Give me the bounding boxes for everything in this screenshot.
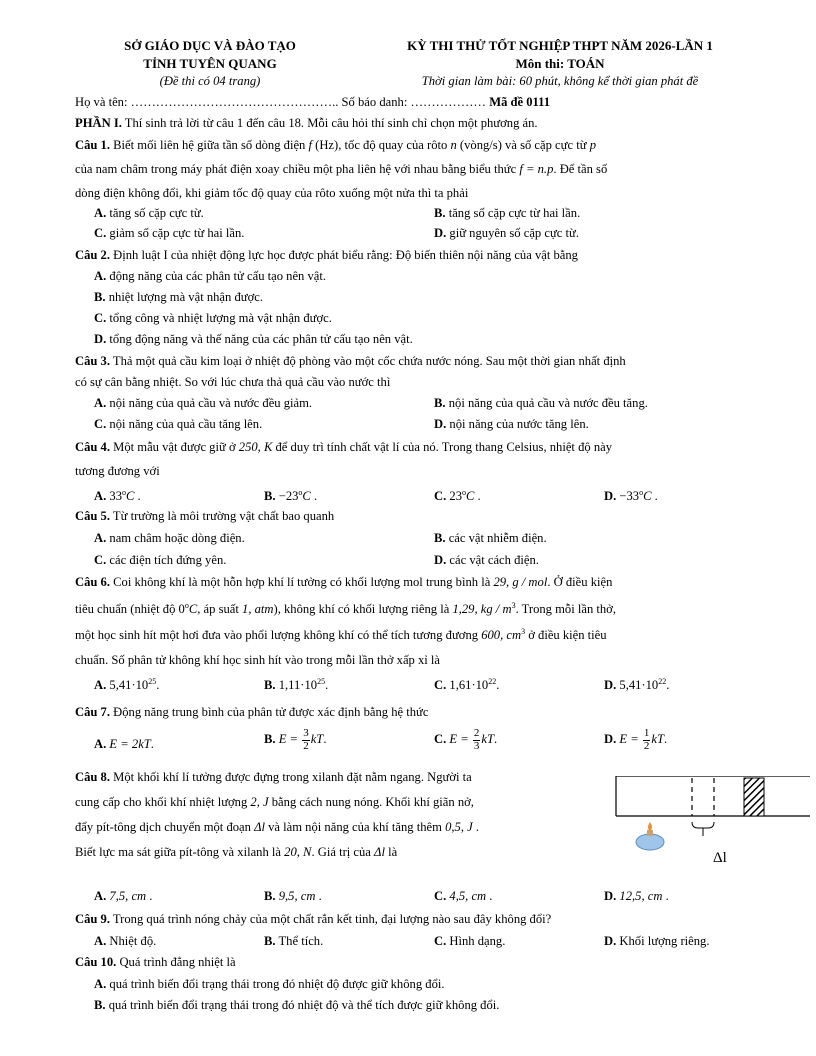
q4-line2: tương đương với bbox=[75, 464, 160, 478]
q3-option-d: D. nội năng của nước tăng lên. bbox=[434, 417, 589, 431]
q2-option-d: D. tổng động năng và thế năng của các phân tử cấu tạo nên vật. bbox=[94, 332, 413, 346]
q4-line1: Câu 4. Một mẫu vật được giữ ở 250, K để duy trì tính chất vật lí của nó. Trong thang Celsius, nhiệt độ này bbox=[75, 440, 613, 454]
q9-option-d: D. Khối lượng riêng. bbox=[604, 934, 710, 948]
q9-option-c: C. Hình dạng. bbox=[434, 934, 506, 948]
q1-line1: Câu 1. Biết mối liên hệ giữa tần số dòng điện f (Hz), tốc độ quay của rôto n (vòng/s) và số cặp cực từ p bbox=[75, 138, 596, 152]
subject-title: Môn thi: TOÁN bbox=[515, 56, 605, 71]
page-count-note: (Đề thi có 04 trang) bbox=[159, 74, 261, 88]
q10-option-b: B. quá trình biến đổi trạng thái trong đó nhiệt độ và thể tích được giữ không đổi. bbox=[94, 998, 500, 1012]
q6-option-a: A. $5,41\cdot 10^{25}$. bbox=[94, 677, 160, 693]
q8-line3: đẩy pít-tông dịch chuyển một đoạn Δl và làm nội năng của khí tăng thêm 0,5, J . bbox=[75, 820, 480, 834]
q4-option-a: A. 33$^o$C . bbox=[94, 488, 141, 504]
q2-option-c: C. tổng công và nhiệt lượng mà vật nhận được. bbox=[94, 311, 332, 325]
q1-option-b: B. tăng số cặp cực từ hai lần. bbox=[434, 206, 581, 220]
q5-option-b: B. các vật nhiễm điện. bbox=[434, 531, 547, 545]
q3-line2: có sự cân bằng nhiệt. So với lúc chưa thả quả cầu vào nước thì bbox=[75, 375, 391, 389]
cylinder-outline bbox=[616, 776, 810, 816]
q1-option-a: A. tăng số cặp cực từ. bbox=[94, 206, 204, 220]
q3-line1: Câu 3. Thả một quả cầu kim loại ở nhiệt độ phòng vào một cốc chứa nước nóng. Sau một thời gian nhất định bbox=[75, 354, 626, 368]
q3-option-b: B. nội năng của quả cầu và nước đều tăng. bbox=[434, 396, 648, 410]
q7-option-c: C. E = $\frac{2}{3}$ kT. bbox=[434, 727, 498, 752]
q7-option-a: A. E = 2kT. bbox=[94, 737, 154, 751]
q3-option-a: A. nội năng của quả cầu và nước đều giảm. bbox=[94, 396, 313, 410]
q10-option-a: A. quá trình biến đổi trạng thái trong đó nhiệt độ được giữ không đổi. bbox=[94, 977, 445, 991]
q8-option-c: C. 4,5, cm . bbox=[434, 889, 493, 903]
burner-icon bbox=[636, 822, 664, 850]
province-name: TỈNH TUYÊN QUANG bbox=[143, 56, 277, 71]
exam-code: Mã đề 0111 bbox=[489, 95, 551, 109]
q8-line4: Biết lực ma sát giữa pít-tông và xilanh là 20, N. Giá trị của Δl là bbox=[75, 845, 398, 859]
q8-option-d: D. 12,5, cm . bbox=[604, 889, 669, 903]
q2-option-b: B. nhiệt lượng mà vật nhận được. bbox=[94, 290, 263, 304]
part1-title: PHẦN I. bbox=[75, 116, 122, 130]
exam-title: KỲ THI THỬ TỐT NGHIỆP THPT NĂM 2026-LẦN 1 bbox=[407, 38, 713, 53]
q8-line1: Câu 8. Một khối khí lí tưởng được đựng trong xilanh đặt nằm ngang. Người ta bbox=[75, 770, 472, 784]
q9-stem: Câu 9. Trong quá trình nóng chảy của một chất rắn kết tinh, đại lượng nào sau đây không đổi? bbox=[75, 912, 552, 926]
q8-option-b: B. 9,5, cm . bbox=[264, 889, 322, 903]
q6-line2: tiêu chuẩn (nhiệt độ 0$^o$C, áp suất 1, atm), không khí có khối lượng riêng là 1,29, kg / $m^3$. Trong mỗi lần thở, bbox=[75, 601, 616, 617]
q4-option-c: C. 23$^o$C . bbox=[434, 488, 481, 504]
q1-line3: dòng điện không đổi, khi giảm tốc độ quay của rôto xuống một nửa thì ta phải bbox=[75, 186, 469, 200]
piston bbox=[744, 778, 764, 816]
q2-option-a: A. động năng của các phân tử cấu tạo nên vật. bbox=[94, 269, 327, 283]
q8-option-a: A. 7,5, cm . bbox=[94, 889, 153, 903]
q6-option-b: B. $1,11\cdot 10^{25}$. bbox=[264, 677, 329, 693]
q1-option-c: C. giảm số cặp cực từ hai lần. bbox=[94, 226, 245, 240]
part1-instruction bbox=[75, 116, 538, 132]
q6-option-c: C. $1,61\cdot 10^{22}$. bbox=[434, 677, 500, 693]
cylinder-figure bbox=[612, 776, 812, 876]
q9-option-a: A. Nhiệt độ. bbox=[94, 934, 157, 948]
q1-line2: của nam châm trong máy phát điện xoay chiều một pha liên hệ với nhau bằng biểu thức f = n.p. Để tần số bbox=[75, 162, 608, 176]
q7-option-b: B. E = $\frac{3}{2}$ kT. bbox=[264, 727, 327, 752]
q7-stem: Câu 7. Động năng trung bình của phân tử được xác định bằng hệ thức bbox=[75, 705, 429, 719]
part1-text: Thí sinh trả lời từ câu 1 đến câu 18. Mỗi câu hỏi thí sinh chỉ chọn một phương án. bbox=[121, 116, 538, 130]
q6-line4: chuẩn. Số phân tử không khí học sinh hít vào trong mỗi lần thở xấp xỉ là bbox=[75, 653, 441, 667]
q7-option-d: D. E = $\frac{1}{2}$ kT. bbox=[604, 727, 668, 752]
q8-line2: cung cấp cho khối khí nhiệt lượng 2, J bằng cách nung nóng. Khối khí giãn nở, bbox=[75, 795, 474, 809]
delta-l-label: Δl bbox=[713, 850, 727, 866]
q4-option-b: B. $-23^oC$ . bbox=[264, 488, 318, 504]
q5-option-d: D. các vật cách điện. bbox=[434, 553, 539, 567]
q10-stem: Câu 10. Quá trình đẳng nhiệt là bbox=[75, 955, 236, 969]
q2-stem: Câu 2. Định luật I của nhiệt động lực học được phát biểu rằng: Độ biến thiên nội năng của vật bằng bbox=[75, 248, 578, 262]
q3-option-c: C. nội năng của quả cầu tăng lên. bbox=[94, 417, 263, 431]
q4-option-d: D. $-33^oC$ . bbox=[604, 488, 658, 504]
candidate-info bbox=[75, 95, 550, 111]
delta-l-brace bbox=[692, 822, 714, 828]
q6-line1: Câu 6. Coi không khí là một hỗn hợp khí lí tưởng có khối lượng mol trung bình là 29, g / mol. Ở điều kiện bbox=[75, 575, 613, 589]
q6-option-d: D. $5,41\cdot 10^{22}$. bbox=[604, 677, 670, 693]
q5-option-a: A. nam châm hoặc dòng điện. bbox=[94, 531, 245, 545]
dept-name: SỞ GIÁO DỤC VÀ ĐÀO TẠO bbox=[124, 38, 296, 53]
time-note: Thời gian làm bài: 60 phút, không kể thời gian phát đề bbox=[421, 74, 699, 88]
q5-option-c: C. các điện tích đứng yên. bbox=[94, 553, 227, 567]
q9-option-b: B. Thể tích. bbox=[264, 934, 324, 948]
name-label: Họ và tên: ………………………………………….. Số báo danh: ……………… bbox=[75, 95, 490, 109]
q5-stem: Câu 5. Từ trường là môi trường vật chất bao quanh bbox=[75, 509, 335, 523]
q6-line3: một học sinh hít một hơi đưa vào phổi lượng không khí có thể tích tương đương 600, $cm^3$ ở điều kiện tiêu bbox=[75, 627, 607, 643]
q1-option-d: D. giữ nguyên số cặp cực từ. bbox=[434, 226, 579, 240]
q1-label: Câu 1. bbox=[75, 138, 110, 152]
